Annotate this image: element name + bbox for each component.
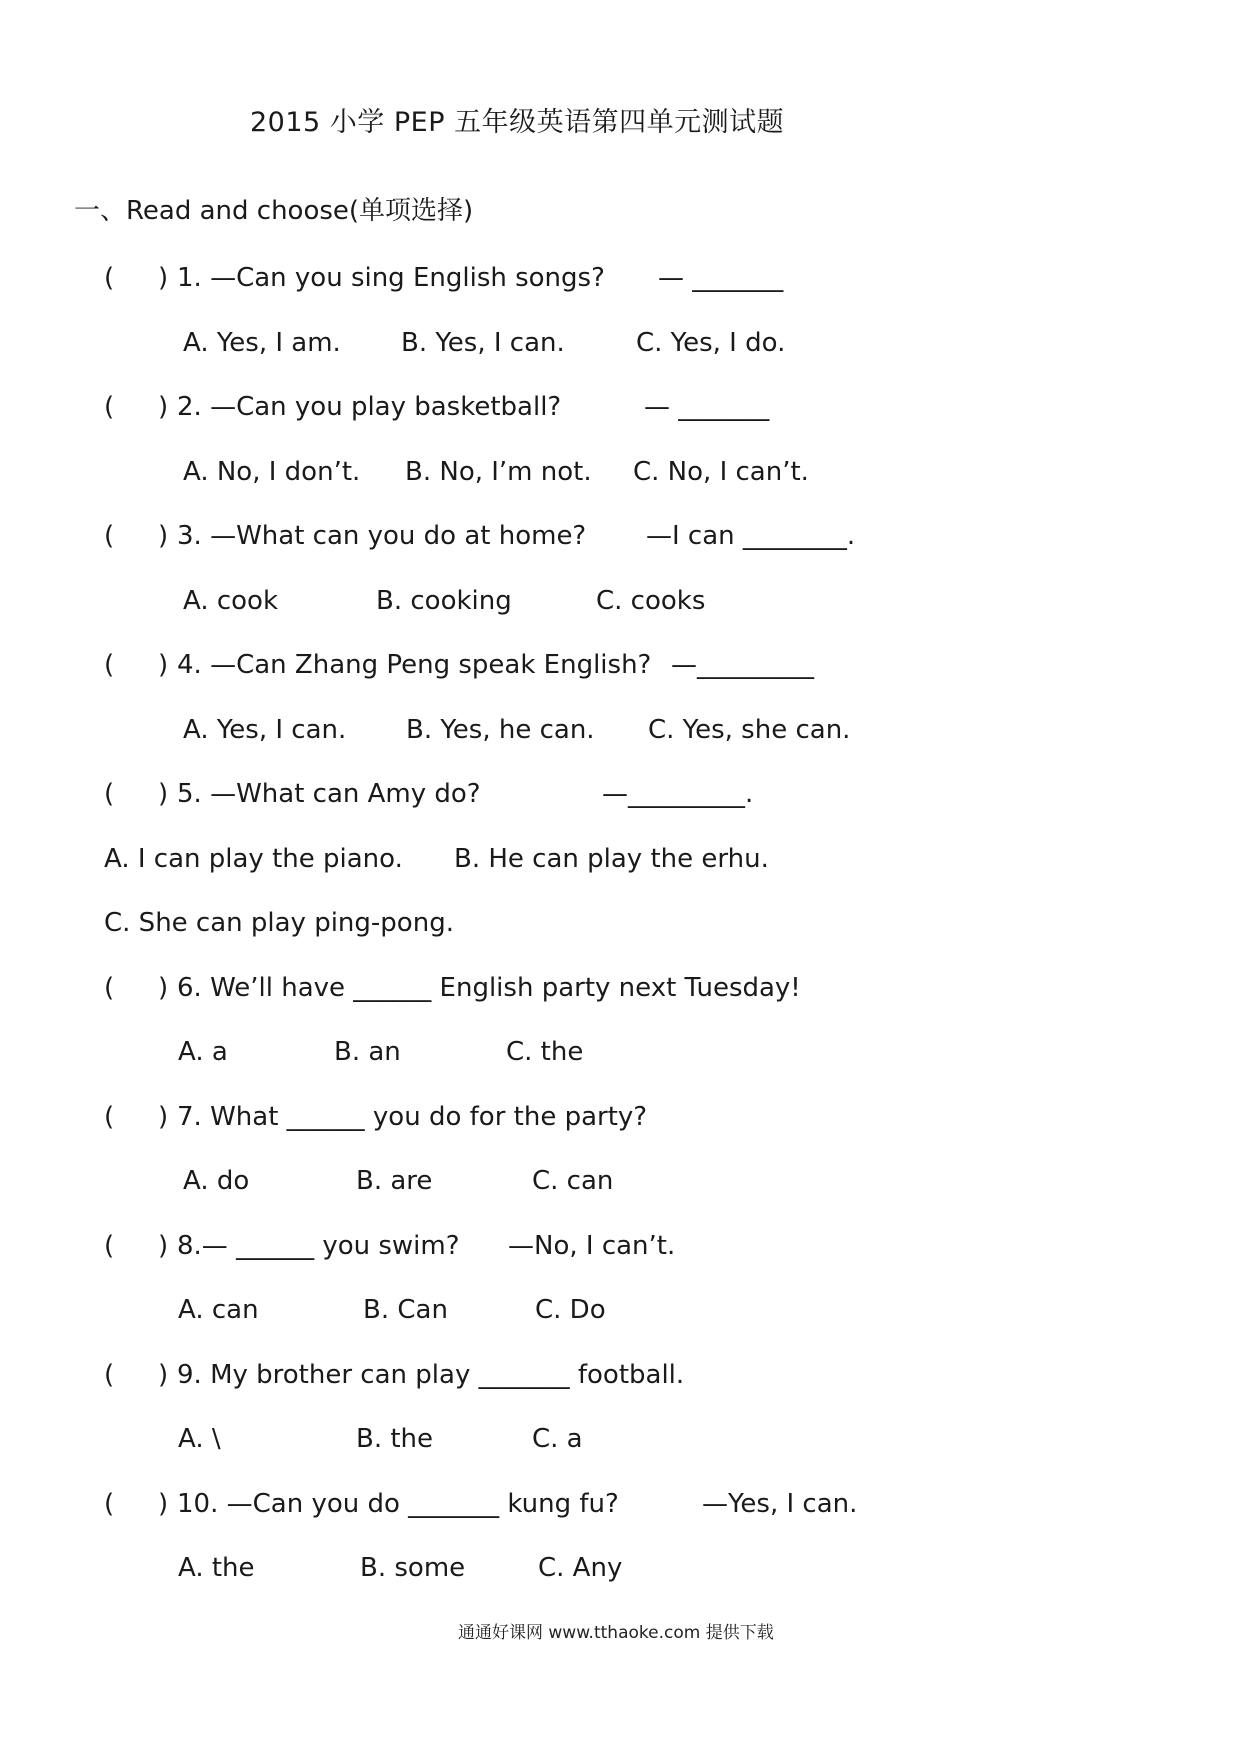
answer-paren-open: ( [104, 1360, 115, 1390]
question-prompt: 4. —Can Zhang Peng speak English? [177, 650, 652, 680]
answer-paren-close: ) [158, 263, 169, 293]
option-a: A. Yes, I am. [183, 328, 341, 358]
option-a: A. Yes, I can. [183, 715, 347, 745]
option-b: B. Can [363, 1295, 448, 1325]
option-a: A. cook [183, 586, 279, 616]
option-b: B. cooking [376, 586, 512, 616]
option-b: B. an [334, 1037, 401, 1067]
section-heading: 一、Read and choose(单项选择) [74, 196, 474, 226]
question-prompt: 7. What ______ you do for the party? [177, 1102, 648, 1132]
option-b: B. He can play the erhu. [454, 844, 769, 874]
answer-paren-open: ( [104, 1102, 115, 1132]
answer-paren-open: ( [104, 263, 115, 293]
answer-paren-open: ( [104, 521, 115, 551]
question-prompt: 3. —What can you do at home? [177, 521, 587, 551]
option-c: C. Do [535, 1295, 606, 1325]
question-answer-blank: — _______ [658, 263, 784, 293]
option-a: A. the [178, 1553, 255, 1583]
question-prompt: 2. —Can you play basketball? [177, 392, 562, 422]
answer-paren-close: ) [158, 779, 169, 809]
answer-paren-close: ) [158, 521, 169, 551]
option-a: A. \ [178, 1424, 221, 1454]
option-c: C. cooks [596, 586, 706, 616]
option-a: A. can [178, 1295, 259, 1325]
question-answer-blank: —Yes, I can. [702, 1489, 858, 1519]
answer-paren-open: ( [104, 650, 115, 680]
answer-paren-close: ) [158, 1231, 169, 1261]
option-c: C. No, I can’t. [633, 457, 809, 487]
option-b: B. No, I’m not. [405, 457, 592, 487]
option-b: B. Yes, I can. [401, 328, 565, 358]
question-answer-blank: — _______ [644, 392, 770, 422]
question-answer-blank: —_________ [671, 650, 814, 680]
option-b: B. are [356, 1166, 433, 1196]
option-c: C. Yes, she can. [648, 715, 851, 745]
option-a: A. do [183, 1166, 250, 1196]
answer-paren-close: ) [158, 1489, 169, 1519]
answer-paren-open: ( [104, 1231, 115, 1261]
question-answer-blank: —No, I can’t. [508, 1231, 676, 1261]
option-c: C. She can play ping-pong. [104, 908, 454, 938]
question-prompt: 6. We’ll have ______ English party next Tuesday! [177, 973, 801, 1003]
option-c: C. Yes, I do. [636, 328, 786, 358]
question-prompt: 8.— ______ you swim? [177, 1231, 460, 1261]
answer-paren-open: ( [104, 973, 115, 1003]
option-b: B. Yes, he can. [406, 715, 595, 745]
question-prompt: 9. My brother can play _______ football. [177, 1360, 685, 1390]
question-answer-blank: —_________. [602, 779, 754, 809]
answer-paren-close: ) [158, 973, 169, 1003]
footer-source-note: 通通好课网 www.tthaoke.com 提供下载 [458, 1623, 774, 1643]
question-prompt: 5. —What can Amy do? [177, 779, 481, 809]
option-a: A. No, I don’t. [183, 457, 361, 487]
answer-paren-close: ) [158, 392, 169, 422]
option-b: B. some [360, 1553, 466, 1583]
option-c: C. Any [538, 1553, 623, 1583]
question-answer-blank: —I can ________. [646, 521, 856, 551]
question-prompt: 1. —Can you sing English songs? [177, 263, 605, 293]
option-a: A. a [178, 1037, 228, 1067]
answer-paren-open: ( [104, 392, 115, 422]
answer-paren-close: ) [158, 650, 169, 680]
option-b: B. the [356, 1424, 434, 1454]
answer-paren-close: ) [158, 1102, 169, 1132]
option-c: C. a [532, 1424, 583, 1454]
page-title: 2015 小学 PEP 五年级英语第四单元测试题 [250, 107, 785, 138]
answer-paren-open: ( [104, 779, 115, 809]
answer-paren-close: ) [158, 1360, 169, 1390]
option-a: A. I can play the piano. [104, 844, 403, 874]
option-c: C. can [532, 1166, 614, 1196]
answer-paren-open: ( [104, 1489, 115, 1519]
question-prompt: 10. —Can you do _______ kung fu? [177, 1489, 619, 1519]
option-c: C. the [506, 1037, 584, 1067]
